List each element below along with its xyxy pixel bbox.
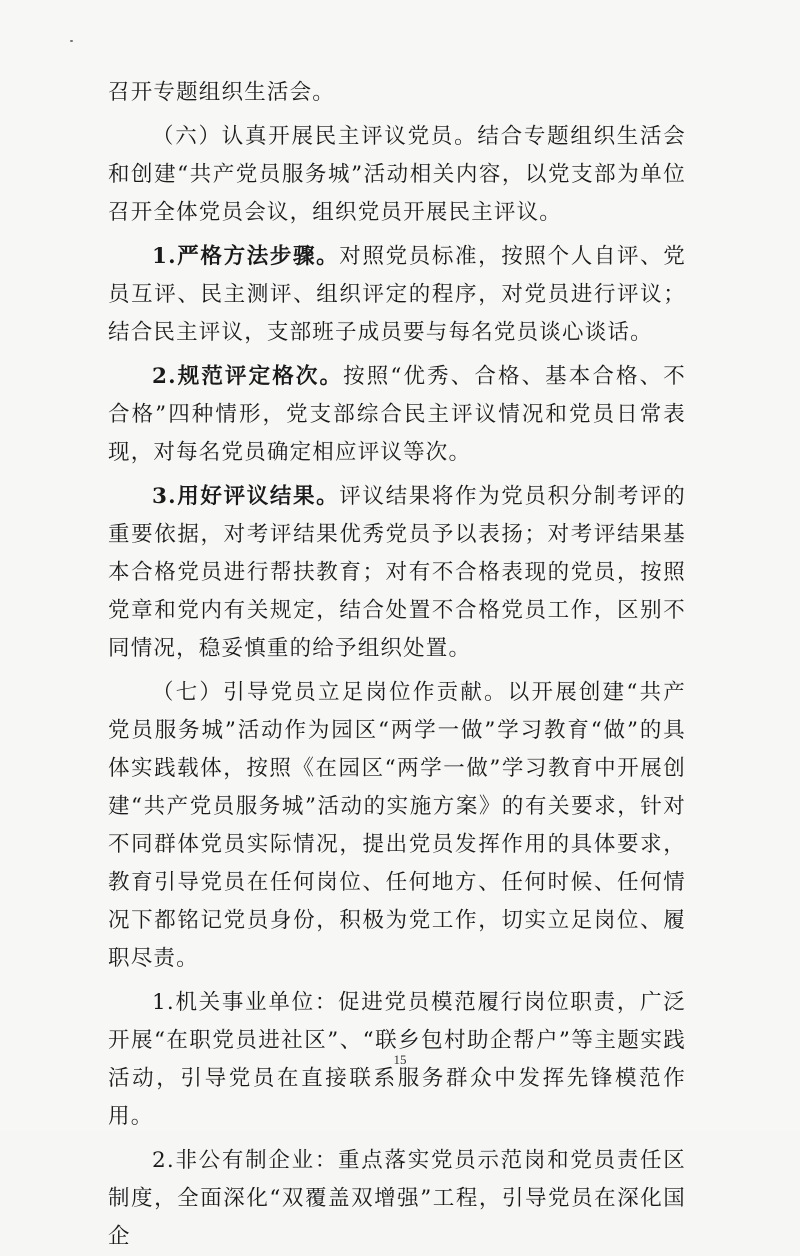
section-7-paragraph (108, 674, 686, 978)
section-6-paragraph (108, 118, 686, 232)
item-2-paragraph (108, 358, 686, 472)
paragraph-text: 2.非公有制企业：重点落实党员示范岗和党员责任区制度，全面深化“双覆盖双增强”工程，引导党员在深化国企 (108, 1148, 686, 1249)
paragraph-text: 评议结果将作为党员积分制考评的重要依据，对考评结果优秀党员予以表扬；对考评结果基本合格党员进行帮扶教育；对有不合格表现的党员，按照党章和党内有关规定，结合处置不合格党员工作，区别不同情况，稳妥慎重的给予组织处置。 (108, 484, 686, 661)
scan-speck (70, 40, 73, 42)
sub-item-2-paragraph (108, 1142, 686, 1256)
paragraph-text: 对照党员标准，按照个人自评、党员互评、民主测评、组织评定的程序，对党员进行评议；结合民主评议，支部班子成员要与每名党员谈心谈话。 (108, 244, 686, 345)
paragraph-text: 1.机关事业单位：促进党员模范履行岗位职责，广泛开展“在职党员进社区”、“联乡包村助企帮户”等主题实践活动，引导党员在直接联系服务群众中发挥先锋模范作用。 (108, 990, 686, 1129)
paragraph-text: （六）认真开展民主评议党员。结合专题组织生活会和创建“共产党员服务城”活动相关内容，以党支部为单位召开全体党员会议，组织党员开展民主评议。 (108, 124, 686, 225)
item-3-paragraph (108, 478, 686, 668)
item-heading: 1.严格方法步骤。 (152, 244, 340, 269)
paragraph-text: （七）引导党员立足岗位作贡献。以开展创建“共产党员服务城”活动作为园区“两学一做”学习教育“做”的具体实践载体，按照《在园区“两学一做”学习教育中开展创建“共产党员服务城”活动的实施方案》的有关要求，针对不同群体党员实际情况，提出党员发挥作用的具体要求，教育引导党员在任何岗位、任何地方、任何时候、任何情况下都铭记党员身份，积极为党工作，切实立足岗位、履职尽责。 (108, 680, 686, 971)
document-body (108, 74, 686, 1256)
item-heading: 3.用好评议结果。 (152, 484, 340, 509)
page-number: 15 (393, 1052, 407, 1067)
paragraph-text: 召开专题组织生活会。 (108, 80, 336, 105)
item-1-paragraph (108, 238, 686, 352)
paragraph-text: 按照“优秀、合格、基本合格、不合格”四种情形，党支部综合民主评议情况和党员日常表现，对每名党员确定相应评议等次。 (108, 364, 686, 465)
item-heading: 2.规范评定格次。 (152, 364, 344, 389)
paragraph-continuation (108, 74, 686, 112)
